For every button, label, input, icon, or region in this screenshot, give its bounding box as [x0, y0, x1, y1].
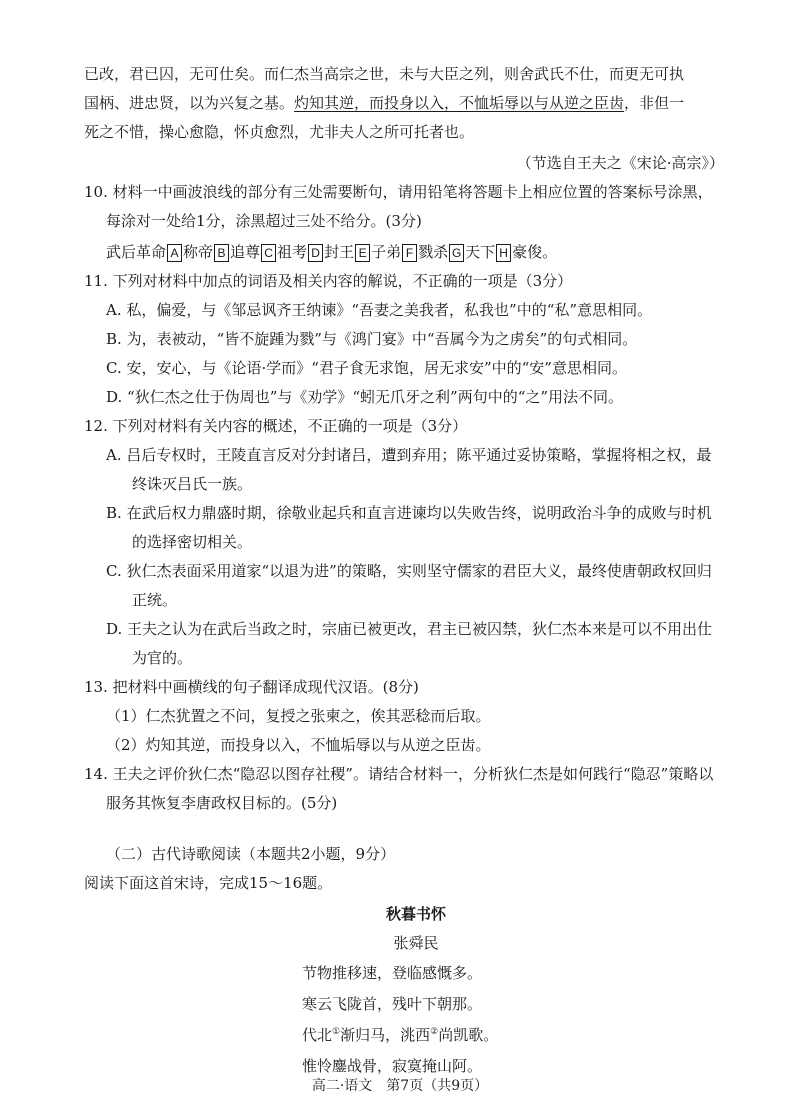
answer-box: H	[496, 244, 511, 262]
poem-author: 张舜民	[393, 934, 439, 952]
passage-text: 国柄、进忠贤，以为兴复之基。	[84, 94, 295, 112]
answer-box: D	[308, 244, 323, 262]
option-text: 私，偏爱，与《邹忌讽齐王纳谏》“吾妻之美我者，私我也”中的“私”意思相同。	[126, 301, 653, 319]
option-c	[84, 354, 724, 383]
footnote-marker: ②	[430, 1027, 439, 1037]
passage-text: ，非但一	[624, 94, 685, 112]
segment: 追尊	[230, 243, 261, 261]
option-b	[84, 499, 724, 557]
question-number: 11.	[84, 272, 108, 290]
option-text: 王夫之认为在武后当政之时，宗庙已被更改，君主已被囚禁，狄仁杰本来是可以不用出仕为官的。	[127, 620, 713, 667]
question-stem	[84, 673, 724, 702]
segment-line	[84, 238, 724, 267]
option-text: “狄仁杰之仕于伪周也”与《劝学》“蚓无爪牙之利”两句中的“之”用法不同。	[127, 388, 624, 406]
answer-box: A	[167, 244, 182, 262]
footnote-marker: ①	[332, 1027, 341, 1037]
question-11	[84, 267, 724, 412]
translation-item-2: （2）灼知其逆，而投身以入，不恤垢辱以与从逆之臣齿。	[106, 736, 491, 754]
option-label: C.	[106, 359, 122, 377]
segment: 称帝	[183, 243, 214, 261]
poem-line: 节物推移速，登临感慨多。	[302, 964, 483, 982]
option-label: A.	[106, 301, 122, 319]
question-12	[84, 412, 724, 673]
question-number: 13.	[84, 678, 108, 696]
question-number: 12.	[84, 417, 108, 435]
segment: 天下	[465, 243, 496, 261]
option-b	[84, 325, 724, 354]
question-text: 王夫之评价狄仁杰“隐忍以图存社稷”。请结合材料一，分析狄仁杰是如何践行“隐忍”策略以服务其恢复李唐政权目标的。(5分)	[106, 765, 714, 812]
answer-box: F	[402, 244, 417, 262]
page-footer: 高二·语文 第7页（共9页）	[311, 1078, 489, 1094]
answer-box: C	[261, 244, 276, 262]
answer-box: G	[449, 244, 464, 262]
answer-box: E	[355, 244, 370, 262]
translation-item-1: （1）仁杰犹置之不问，复授之张柬之，俟其恶稔而后取。	[106, 707, 491, 725]
option-label: A.	[106, 446, 122, 464]
passage-source: （节选自王夫之《宋论·高宗》）	[516, 154, 724, 172]
poem-line	[84, 1020, 724, 1051]
poem-text: 尚凯歌。	[438, 1026, 499, 1044]
underlined-sentence: 灼知其逆，而投身以入，不恤垢辱以与从逆之臣齿	[294, 94, 625, 112]
passage-excerpt	[84, 60, 724, 178]
question-stem	[84, 412, 724, 441]
question-13	[84, 673, 724, 760]
option-d	[84, 383, 724, 412]
option-label: B.	[106, 330, 122, 348]
segment: 戮杀	[418, 243, 449, 261]
option-label: D.	[106, 388, 123, 406]
answer-box: B	[214, 244, 229, 262]
option-label: D.	[106, 620, 123, 638]
option-a	[84, 441, 724, 499]
option-label: C.	[106, 562, 122, 580]
question-10	[84, 178, 724, 267]
poem-line: 惟怜鏖战骨，寂寞掩山阿。	[302, 1057, 483, 1075]
section-intro: 阅读下面这首宋诗，完成15～16题。	[84, 874, 333, 892]
question-number: 14.	[84, 765, 108, 783]
segment: 祖考	[277, 243, 308, 261]
option-label: B.	[106, 504, 122, 522]
option-c	[84, 557, 724, 615]
poem-title: 秋暮书怀	[385, 905, 446, 923]
segment: 子弟	[371, 243, 402, 261]
option-text: 在武后权力鼎盛时期，徐敬业起兵和直言进谏均以失败告终，说明政治斗争的成败与时机的选择密切相关。	[126, 504, 712, 551]
poem-line: 寒云飞陇首，残叶下朝那。	[302, 995, 483, 1013]
question-stem	[84, 267, 724, 296]
passage-line: 已改，君已囚，无可仕矣。而仁杰当高宗之世，未与大臣之列，则舍武氏不仕，而更无可执	[84, 65, 685, 83]
question-text: 材料一中画波浪线的部分有三处需要断句，请用铅笔将答题卡上相应位置的答案标号涂黑，每涂对一处给1分，涂黑超过三处不给分。(3分)	[106, 183, 713, 230]
passage-line	[84, 89, 724, 118]
option-text: 狄仁杰表面采用道家“以退为进”的策略，实则坚守儒家的君臣大义，最终使唐朝政权回归正统。	[126, 562, 712, 609]
poem	[84, 900, 724, 1082]
option-text: 为，表被动，“皆不旋踵为戮”与《鸿门宴》中“吾属今为之虏矣”的句式相同。	[126, 330, 638, 348]
segment: 豪俊。	[512, 243, 558, 261]
question-number: 10.	[84, 183, 108, 201]
question-text: 把材料中画横线的句子翻译成现代汉语。(8分)	[112, 678, 419, 696]
passage-line: 死之不惜，操心愈隐，怀贞愈烈，尤非夫人之所可托者也。	[84, 123, 475, 141]
segment: 封王	[324, 243, 355, 261]
question-text: 下列对材料有关内容的概述，不正确的一项是（3分）	[112, 417, 468, 435]
section-title: （二）古代诗歌阅读（本题共2小题，9分）	[106, 845, 396, 863]
exam-page	[84, 60, 724, 1082]
poem-text: 代北	[302, 1026, 333, 1044]
question-stem	[84, 178, 724, 236]
option-d	[84, 615, 724, 673]
question-14	[84, 760, 724, 818]
option-text: 吕后专权时，王陵直言反对分封诸吕，遭到弃用；陈平通过妥协策略，掌握将相之权，最终诛灭吕氏一族。	[126, 446, 712, 493]
segment: 武后革命	[106, 243, 167, 261]
poem-text: 渐归马，洮西	[340, 1026, 431, 1044]
question-stem	[84, 760, 724, 818]
question-text: 下列对材料中加点的词语及相关内容的解说，不正确的一项是（3分）	[112, 272, 573, 290]
option-text: 安，安心，与《论语·学而》“君子食无求饱，居无求安”中的“安”意思相同。	[126, 359, 627, 377]
option-a	[84, 296, 724, 325]
